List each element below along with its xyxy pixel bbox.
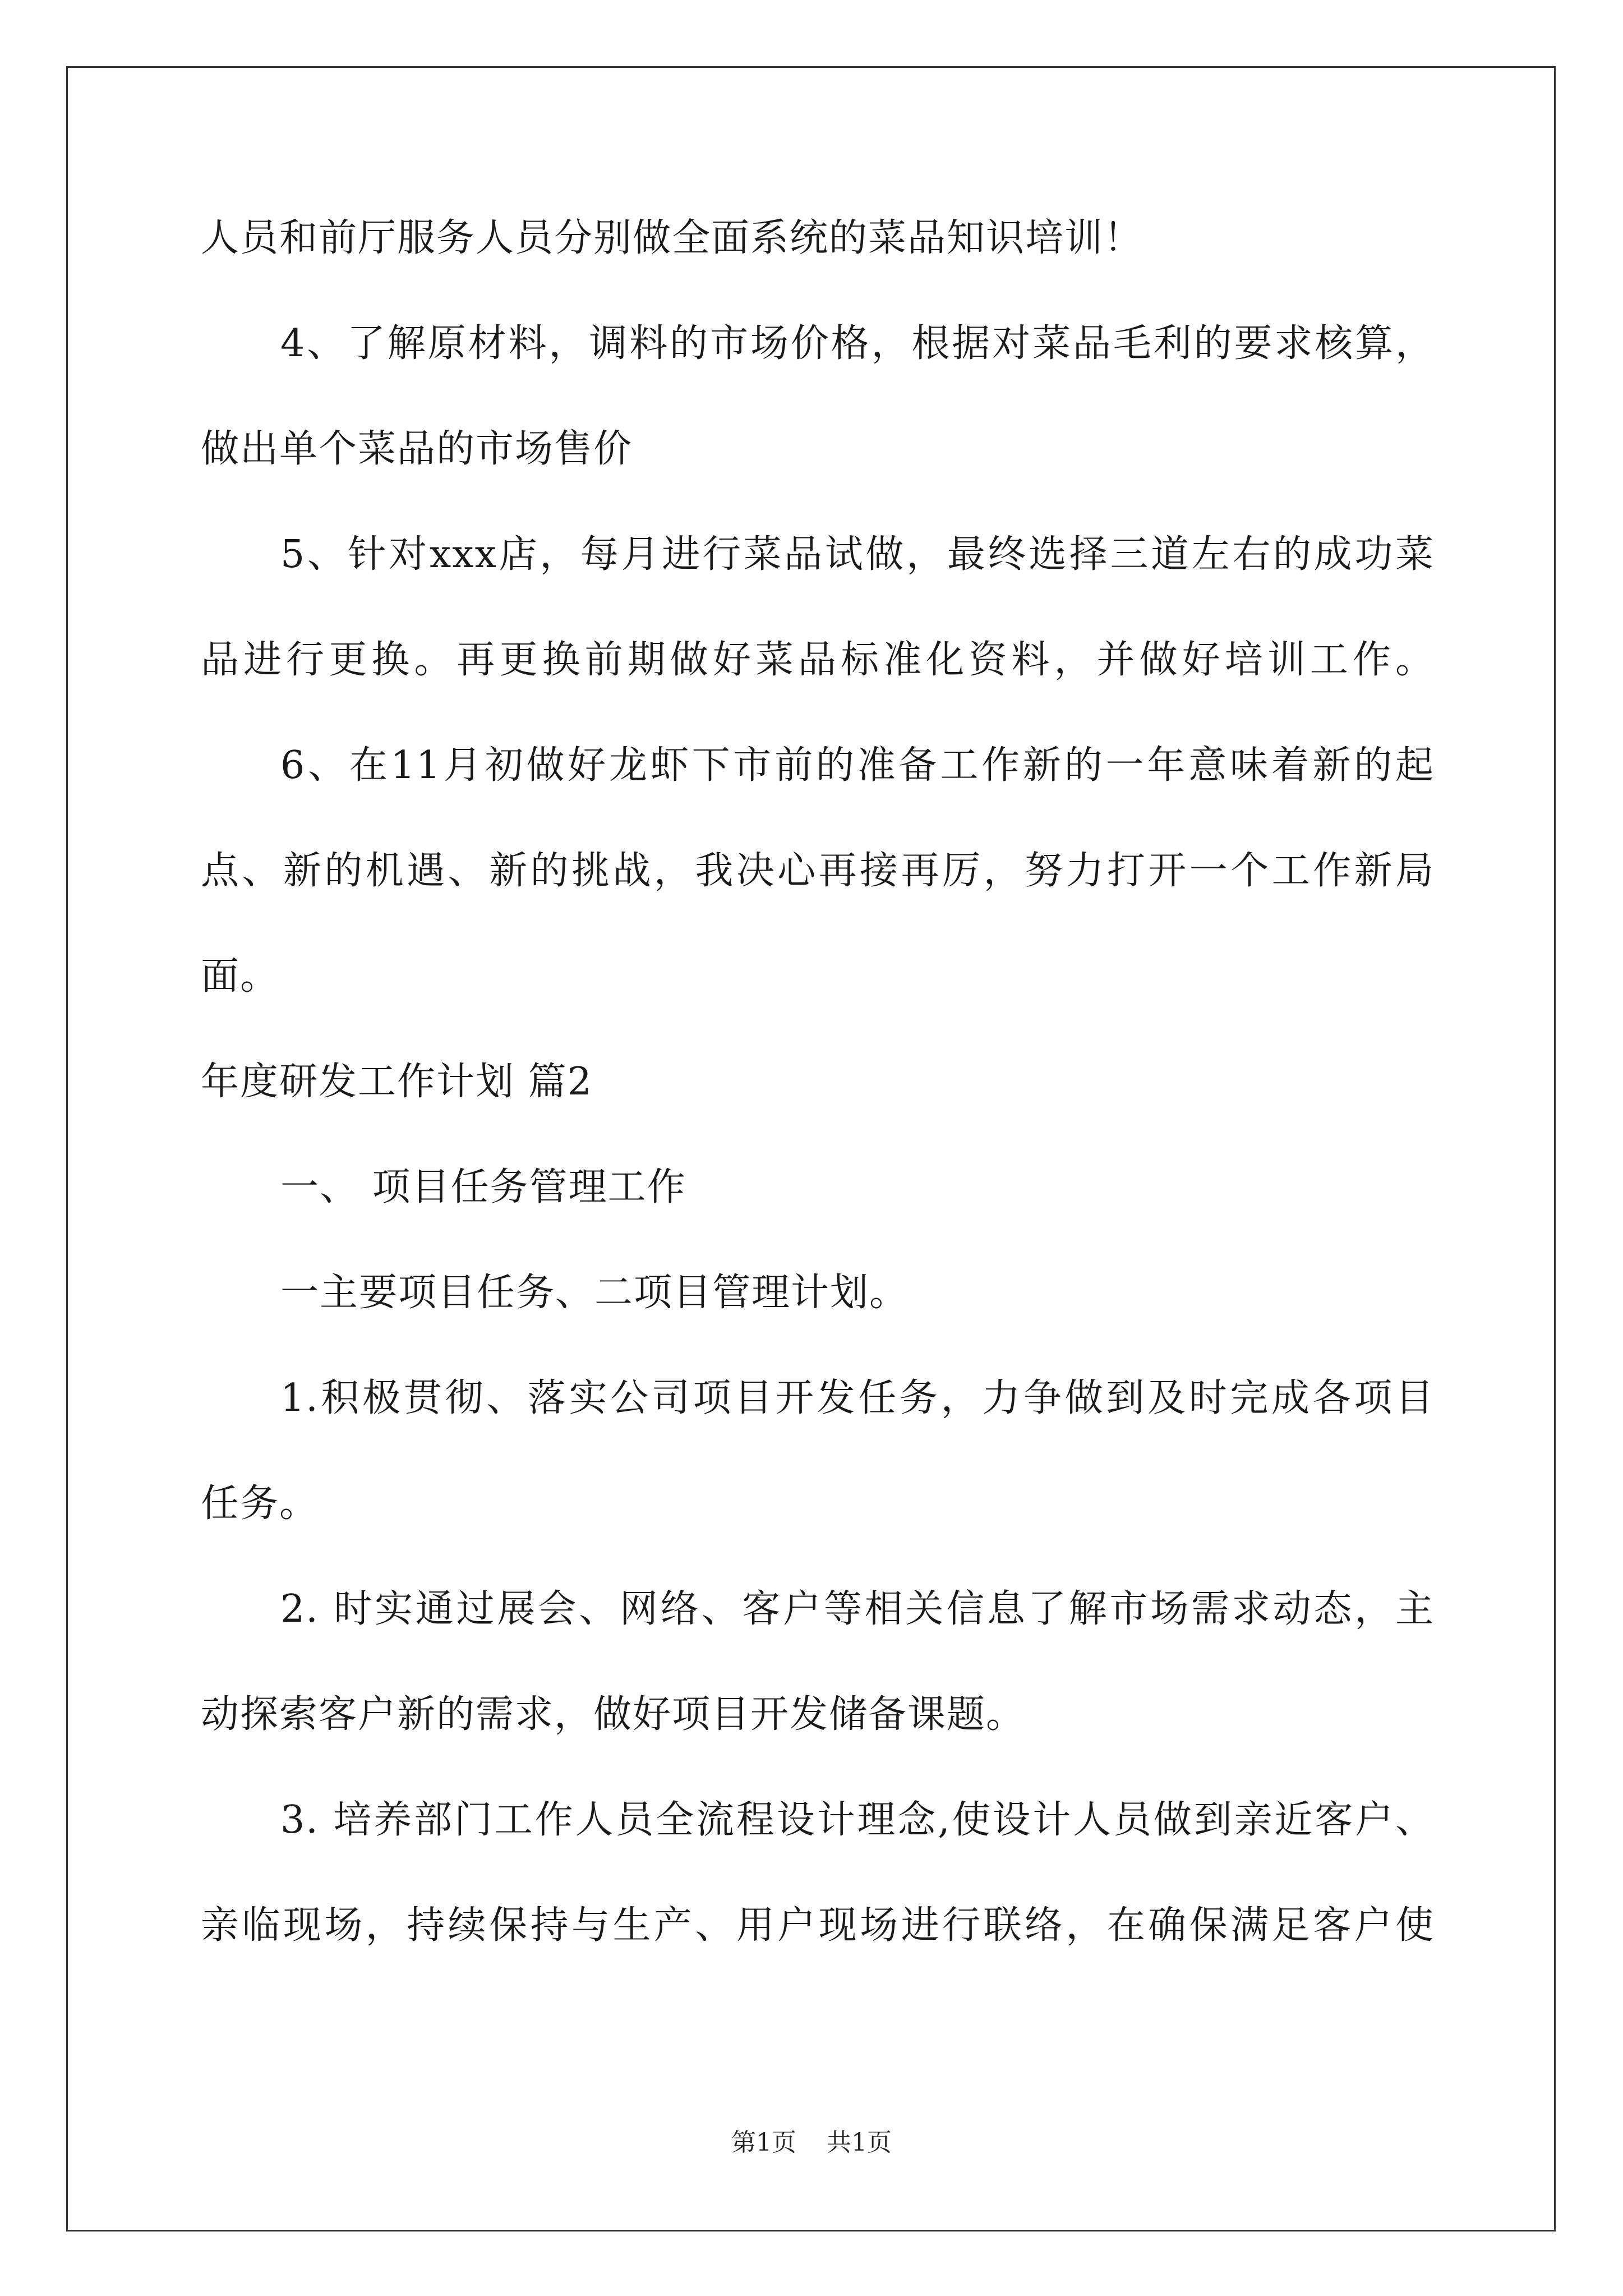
- text-line: 任务。: [201, 1481, 319, 1526]
- text-line: 2. 时实通过展会、网络、客户等相关信息了解市场需求动态，主: [280, 1587, 1435, 1631]
- page-footer: [0, 2126, 1623, 2160]
- text-line: 做出单个菜品的市场售价: [201, 427, 633, 471]
- page-total: 共1页: [827, 2128, 892, 2157]
- text-line: 一、 项目任务管理工作: [280, 1165, 686, 1209]
- text-line: 点、新的机遇、新的挑战，我决心再接再厉，努力打开一个工作新局: [201, 849, 1435, 893]
- text-line: 5、针对xxx店，每月进行菜品试做，最终选择三道左右的成功菜: [280, 532, 1435, 577]
- text-line: 一主要项目任务、二项目管理计划。: [280, 1271, 909, 1315]
- text-line: 1.积极贯彻、落实公司项目开发任务，力争做到及时完成各项目: [280, 1376, 1435, 1420]
- text-line: 6、在11月初做好龙虾下市前的准备工作新的一年意味着新的起: [280, 743, 1435, 788]
- text-line: 4、了解原材料，调料的市场价格，根据对菜品毛利的要求核算，: [280, 321, 1435, 366]
- text-line: 3. 培养部门工作人员全流程设计理念,使设计人员做到亲近客户、: [280, 1798, 1435, 1842]
- text-line: 面。: [201, 954, 280, 999]
- text-line: 动探索客户新的需求，做好项目开发储备课题。: [201, 1692, 1026, 1737]
- text-line: 人员和前厅服务人员分别做全面系统的菜品知识培训！: [201, 216, 1144, 260]
- page-number: 第1页: [731, 2128, 796, 2157]
- section-heading: 年度研发工作计划 篇2: [201, 1060, 593, 1104]
- text-line: 品进行更换。再更换前期做好菜品标准化资料，并做好培训工作。: [201, 638, 1435, 682]
- text-line: 亲临现场，持续保持与生产、用户现场进行联络，在确保满足客户使: [201, 1903, 1435, 1948]
